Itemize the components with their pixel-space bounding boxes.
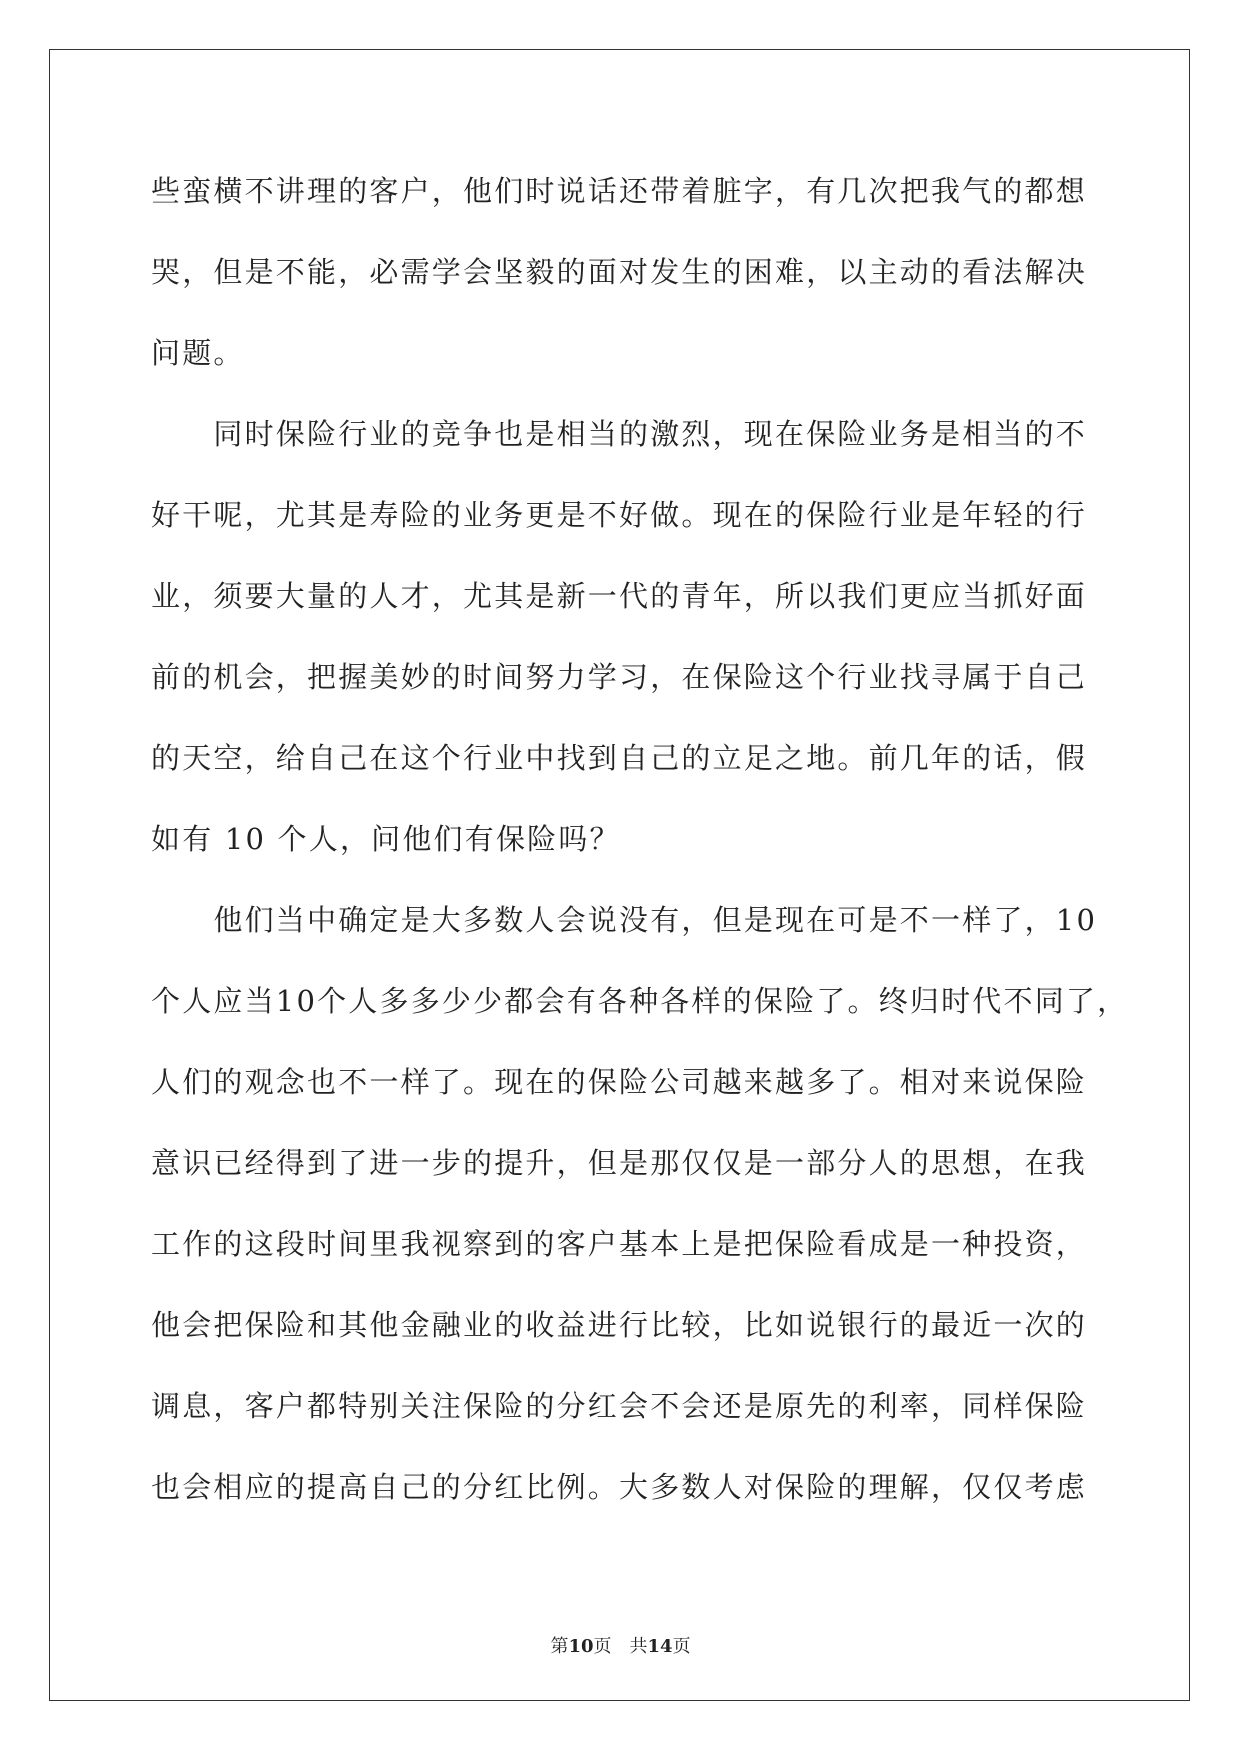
footer-middle: 页 共 bbox=[593, 1636, 648, 1657]
text-line: 好干呢，尤其是寿险的业务更是不好做。现在的保险行业是年轻的行 bbox=[151, 498, 1088, 532]
current-page-number: 10 bbox=[568, 1636, 594, 1657]
footer-suffix: 页 bbox=[672, 1636, 691, 1657]
text-line: 前的机会，把握美妙的时间努力学习，在保险这个行业找寻属于自己 bbox=[151, 660, 1088, 694]
text-line: 他会把保险和其他金融业的收益进行比较，比如说银行的最近一次的 bbox=[151, 1308, 1088, 1342]
text-line: 也会相应的提高自己的分红比例。大多数人对保险的理解，仅仅考虑 bbox=[151, 1470, 1088, 1504]
text-line: 个人应当10个人多多少少都会有各种各样的保险了。终归时代不同了， bbox=[151, 984, 1129, 1018]
text-line: 问题。 bbox=[151, 336, 245, 370]
text-line: 调息，客户都特别关注保险的分红会不会还是原先的利率，同样保险 bbox=[151, 1389, 1088, 1423]
text-line: 意识已经得到了进一步的提升，但是那仅仅是一部分人的思想，在我 bbox=[151, 1146, 1088, 1180]
body-text bbox=[151, 161, 1129, 1538]
text-line: 同时保险行业的竞争也是相当的激烈，现在保险业务是相当的不 bbox=[151, 417, 1088, 451]
text-line: 的天空，给自己在这个行业中找到自己的立足之地。前几年的话，假 bbox=[151, 741, 1088, 775]
text-line: 他们当中确定是大多数人会说没有，但是现在可是不一样了，10 bbox=[151, 903, 1098, 937]
text-line: 工作的这段时间里我视察到的客户基本上是把保险看成是一种投资， bbox=[151, 1227, 1088, 1261]
footer-prefix: 第 bbox=[550, 1636, 569, 1657]
text-line: 哭，但是不能，必需学会坚毅的面对发生的困难，以主动的看法解决 bbox=[151, 255, 1088, 289]
text-line: 些蛮横不讲理的客户，他们时说话还带着脏字，有几次把我气的都想 bbox=[151, 174, 1088, 208]
total-page-number: 14 bbox=[647, 1636, 673, 1657]
page-footer bbox=[0, 1632, 1241, 1658]
text-line: 如有 10 个人，问他们有保险吗？ bbox=[151, 822, 621, 856]
text-line: 业，须要大量的人才，尤其是新一代的青年，所以我们更应当抓好面 bbox=[151, 579, 1088, 613]
text-line: 人们的观念也不一样了。现在的保险公司越来越多了。相对来说保险 bbox=[151, 1065, 1088, 1099]
